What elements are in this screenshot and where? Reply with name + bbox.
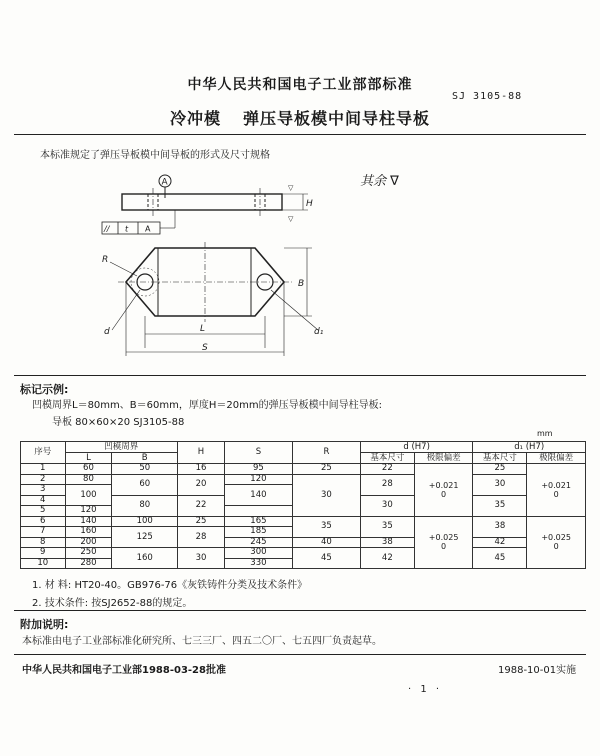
cell-r: 45 xyxy=(292,548,360,569)
cell-s: 140 xyxy=(224,485,292,506)
cell-d1-basic: 35 xyxy=(473,495,527,516)
cell-l: 120 xyxy=(65,506,112,517)
marking-example: 导板 80×60×20 SJ3105-88 xyxy=(52,417,185,428)
table-row xyxy=(21,548,586,559)
roughness-bottom: ▽ xyxy=(288,215,294,223)
roughness-top: ▽ xyxy=(288,184,294,192)
cell-d-dev-1 xyxy=(414,464,473,517)
b-label: B xyxy=(298,279,305,289)
table-row xyxy=(21,537,586,548)
d-label: d xyxy=(104,327,110,337)
cell-l: 200 xyxy=(65,537,112,548)
approval-text: 中华人民共和国电子工业部1988-03-28批准 xyxy=(22,665,226,676)
cell-d1-basic: 42 xyxy=(473,537,527,548)
cell-l: 80 xyxy=(65,474,112,485)
datum-label: A xyxy=(161,177,168,188)
cell-d-basic: 28 xyxy=(360,474,414,495)
col-d-basic: 基本尺寸 xyxy=(360,453,414,464)
col-d1: d₁ (H7) xyxy=(473,442,586,453)
cell-d-basic: 22 xyxy=(360,464,414,475)
cell-d-basic: 30 xyxy=(360,495,414,516)
cell-no: 8 xyxy=(21,537,66,548)
scope-text: 本标准规定了弹压导板模中间导板的形式及尺寸规格 xyxy=(40,150,270,161)
cell-s: 185 xyxy=(224,527,292,538)
cell-s: 165 xyxy=(224,516,292,527)
d-dev-2-lower: 0 xyxy=(441,542,447,552)
technical-drawing xyxy=(90,170,350,370)
cell-l: 140 xyxy=(65,516,112,527)
d-dev-1-upper: +0.021 xyxy=(428,480,459,490)
cell-s: 245 xyxy=(224,537,292,548)
col-r: R xyxy=(292,442,360,464)
d1-dev-2-upper: +0.025 xyxy=(541,533,571,543)
cell-b: 100 xyxy=(112,516,178,527)
col-s: S xyxy=(224,442,292,464)
tol-sym: // xyxy=(104,224,110,234)
d1-leader xyxy=(271,290,318,330)
cell-r: 35 xyxy=(292,516,360,537)
cell-b: 125 xyxy=(112,527,178,548)
cell-h: 30 xyxy=(178,548,225,569)
col-d-dev: 极限偏差 xyxy=(414,453,473,464)
col-b: B xyxy=(112,453,178,464)
cell-no: 10 xyxy=(21,558,66,569)
additional-text: 本标准由电子工业部标准化研究所、七三三厂、四五二〇厂、七五四厂负责起草。 xyxy=(22,636,382,647)
d1-dev-1-lower: 0 xyxy=(553,489,559,499)
col-d1-basic: 基本尺寸 xyxy=(473,453,527,464)
cell-r: 40 xyxy=(292,537,360,548)
cell-s: 300 xyxy=(224,548,292,559)
standard-number: SJ 3105-88 xyxy=(452,91,523,102)
cell-l: 100 xyxy=(65,485,112,506)
unit-label: mm xyxy=(537,429,553,438)
cell-s xyxy=(224,506,292,517)
cell-h: 28 xyxy=(178,527,225,548)
requirement-material: 1. 材 料: HT20-40。GB976-76《灰铁铸件分类及技术条件》 xyxy=(32,580,308,591)
cell-no: 3 xyxy=(21,485,66,496)
d1-label: d₁ xyxy=(314,327,324,337)
cell-d1-dev-1 xyxy=(527,464,586,517)
cell-no: 1 xyxy=(21,464,66,475)
d-dev-1-lower: 0 xyxy=(441,489,447,499)
col-d: d (H7) xyxy=(360,442,473,453)
tol-t: t xyxy=(125,224,129,234)
l-label: L xyxy=(200,324,206,334)
cell-d1-basic: 45 xyxy=(473,548,527,569)
cell-d-basic: 42 xyxy=(360,548,414,569)
col-no: 序号 xyxy=(21,442,66,464)
table-row xyxy=(21,464,586,475)
cell-l: 160 xyxy=(65,527,112,538)
title-part-1: 冷冲模 xyxy=(169,109,221,128)
cell-d1-basic: 25 xyxy=(473,464,527,475)
cell-no: 9 xyxy=(21,548,66,559)
cell-h: 25 xyxy=(178,516,225,527)
cell-s: 330 xyxy=(224,558,292,569)
col-h: H xyxy=(178,442,225,464)
r-leader xyxy=(110,262,137,276)
requirement-conditions: 2. 技术条件: 按SJ2652-88的规定。 xyxy=(32,598,193,609)
h-label: H xyxy=(306,199,313,209)
tol-a: A xyxy=(145,224,151,234)
cell-d1-basic: 30 xyxy=(473,474,527,495)
tolerance-frame xyxy=(102,222,160,234)
col-l: L xyxy=(65,453,112,464)
additional-rule xyxy=(14,610,586,611)
cell-b: 160 xyxy=(112,548,178,569)
cell-b: 80 xyxy=(112,495,178,516)
cell-no: 2 xyxy=(21,474,66,485)
marking-text: 凹模周界L＝80mm、B＝60mm，厚度H＝20mm的弹压导板模中间导柱导板: xyxy=(32,400,382,411)
cell-d1-basic: 38 xyxy=(473,516,527,537)
ministry-title: 中华人民共和国电子工业部部标准 xyxy=(187,77,413,93)
header-rule xyxy=(14,134,586,135)
d-dev-2-upper: +0.025 xyxy=(428,533,459,543)
additional-heading: 附加说明: xyxy=(20,618,69,631)
cell-d-basic: 38 xyxy=(360,537,414,548)
cell-r: 30 xyxy=(292,474,360,516)
s-label: S xyxy=(202,343,208,353)
roughness-note-text: 其余 xyxy=(360,174,387,189)
cell-d-basic: 35 xyxy=(360,516,414,537)
cell-h: 22 xyxy=(178,495,225,516)
document-title xyxy=(0,106,600,129)
cell-l: 280 xyxy=(65,558,112,569)
r-label: R xyxy=(102,255,109,265)
d1-dev-1-upper: +0.021 xyxy=(541,480,571,490)
cell-h: 20 xyxy=(178,474,225,495)
cell-l: 60 xyxy=(65,464,112,475)
cell-s: 95 xyxy=(224,464,292,475)
cell-no: 4 xyxy=(21,495,66,506)
cell-no: 5 xyxy=(21,506,66,517)
cell-h: 16 xyxy=(178,464,225,475)
cell-no: 6 xyxy=(21,516,66,527)
cell-s: 120 xyxy=(224,474,292,485)
cell-d-dev-2 xyxy=(414,516,473,569)
effective-date: 1988-10-01实施 xyxy=(498,665,577,676)
spec-table xyxy=(20,441,586,569)
cell-b: 60 xyxy=(112,474,178,495)
table-row xyxy=(21,516,586,527)
cell-l: 250 xyxy=(65,548,112,559)
drawing-rule xyxy=(14,375,586,376)
cell-no: 7 xyxy=(21,527,66,538)
table-row xyxy=(21,474,586,485)
title-part-2: 弹压导板模中间导柱导板 xyxy=(243,109,431,128)
cell-b: 50 xyxy=(112,464,178,475)
cell-r: 25 xyxy=(292,464,360,475)
plate-side-view xyxy=(122,194,282,210)
cell-d1-dev-2 xyxy=(527,516,586,569)
footer-rule xyxy=(14,654,586,655)
roughness-note: 其余 ∇ xyxy=(360,174,399,189)
col-perimeter: 凹模周界 xyxy=(65,442,178,453)
page-number: · 1 · xyxy=(408,684,443,695)
d1-dev-2-lower: 0 xyxy=(553,542,559,552)
col-d1-dev: 极限偏差 xyxy=(527,453,586,464)
marking-heading: 标记示例: xyxy=(20,383,69,396)
